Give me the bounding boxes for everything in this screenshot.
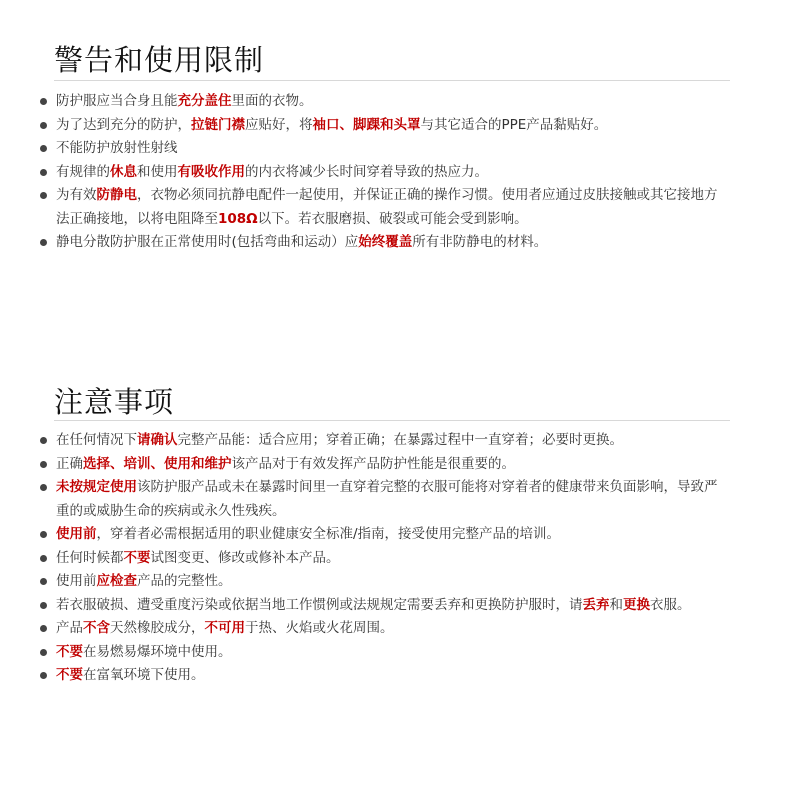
warnings-title: 警告和使用限制 <box>54 43 265 77</box>
text-segment: 正确 <box>56 455 83 472</box>
text-segment: 产品的完整性。 <box>137 573 232 589</box>
list-item <box>36 547 726 571</box>
highlighted-text: 休息 <box>110 163 137 180</box>
precautions-title-divider <box>54 420 730 421</box>
highlighted-text: 不含 <box>83 620 110 636</box>
text-segment: 试图变更、修改或修补本产品。 <box>150 549 340 566</box>
text-segment: 应贴好，将 <box>245 116 313 133</box>
text-segment: ，穿着者必需根据适用的职业健康安全标准/指南，接受使用完整产品的培训。 <box>96 526 561 542</box>
list-item <box>36 617 726 641</box>
text-segment: 为有效 <box>56 187 97 203</box>
precautions-list <box>36 429 726 688</box>
list-item <box>36 453 726 477</box>
bullet-icon <box>40 122 47 129</box>
precautions-title: 注意事项 <box>54 385 175 419</box>
text-segment: 为了达到充分的防护， <box>56 116 191 133</box>
text-segment: 有规律的 <box>56 163 110 180</box>
highlighted-text: 108Ω <box>218 210 258 227</box>
bullet-icon <box>40 602 47 609</box>
highlighted-text: 未按规定使用 <box>56 479 137 495</box>
list-item <box>36 137 726 161</box>
list-item <box>36 90 726 114</box>
list-item <box>36 641 726 665</box>
highlighted-text: 丢弃 <box>582 596 610 613</box>
text-segment: 里面的衣物。 <box>231 93 313 109</box>
text-segment: 在富氧环境下使用。 <box>83 667 205 683</box>
text-segment: 使用前 <box>56 573 97 589</box>
list-item <box>36 523 726 547</box>
bullet-icon <box>40 531 47 538</box>
highlighted-text: 请确认 <box>137 432 178 448</box>
bullet-icon <box>40 437 47 444</box>
highlighted-text: 不可用 <box>204 620 245 636</box>
bullet-icon <box>40 625 47 632</box>
text-segment: 衣服。 <box>650 596 691 613</box>
bullet-icon <box>40 484 47 491</box>
list-item <box>36 114 726 138</box>
bullet-icon <box>40 192 47 199</box>
bullet-icon <box>40 649 47 656</box>
text-segment: 防护服应当合身且能 <box>56 93 178 109</box>
highlighted-text: 防静电 <box>96 187 137 203</box>
text-segment: 产品 <box>56 620 83 636</box>
text-segment: 与其它适合的PPE产品黏贴好。 <box>420 116 608 133</box>
highlighted-text: 不要 <box>123 549 151 566</box>
text-segment: 该防护服产品或未在暴露时间里一直穿着完整的衣服可能将对穿着者的健康带来负面影响，导致严重的或威胁生命的疾病或永久性残疾。 <box>56 479 718 519</box>
highlighted-text: 有吸收作用 <box>177 163 245 180</box>
bullet-icon <box>40 169 47 176</box>
text-segment: 任何时候都 <box>56 549 124 566</box>
text-segment: 以下。若衣服磨损、破裂或可能会受到影响。 <box>257 210 528 227</box>
text-segment: 在易燃易爆环境中使用。 <box>83 643 232 660</box>
highlighted-text: 更换 <box>623 596 650 613</box>
text-segment: 完整产品能：适合应用；穿着正确；在暴露过程中一直穿着；必要时更换。 <box>177 432 623 448</box>
text-segment: 天然橡胶成分， <box>110 620 205 636</box>
text-segment: 不能防护放射性射线 <box>56 140 178 156</box>
bullet-icon <box>40 98 47 105</box>
text-segment: ，衣物必须同抗静电配件一起使用，并保证正确的操作习惯。使用者应通过皮肤接触或其它接地方法正确接地，以将电阻降至 <box>56 187 718 227</box>
warnings-list <box>36 90 726 255</box>
bullet-icon <box>40 239 47 246</box>
list-item <box>36 664 726 688</box>
highlighted-text: 选择、培训、使用和维护 <box>83 455 232 472</box>
list-item <box>36 476 726 523</box>
text-segment: 该产品对于有效发挥产品防护性能是很重要的。 <box>231 455 515 472</box>
bullet-icon <box>40 145 47 152</box>
text-segment: 于热、火焰或火花周围。 <box>245 620 394 636</box>
list-item <box>36 161 726 185</box>
text-segment: 的内衣将减少长时间穿着导致的热应力。 <box>245 163 488 180</box>
highlighted-text: 袖口、脚踝和头罩 <box>312 116 421 133</box>
text-segment: 静电分散防护服在正常使用时(包括弯曲和运动）应 <box>56 234 359 250</box>
highlighted-text: 始终覆盖 <box>358 234 413 250</box>
text-segment: 和 <box>609 596 623 613</box>
highlighted-text: 不要 <box>56 667 83 683</box>
text-segment: 若衣服破损、遭受重度污染或依据当地工作惯例或法规规定需要丢弃和更换防护服时，请 <box>56 596 583 613</box>
highlighted-text: 使用前 <box>56 526 97 542</box>
bullet-icon <box>40 578 47 585</box>
text-segment: 所有非防静电的材料。 <box>412 234 548 250</box>
text-segment: 在任何情况下 <box>56 432 137 448</box>
list-item <box>36 594 726 618</box>
text-segment: 和使用 <box>137 163 178 180</box>
highlighted-text: 不要 <box>56 643 83 660</box>
list-item <box>36 184 726 231</box>
bullet-icon <box>40 672 47 679</box>
list-item <box>36 570 726 594</box>
list-item <box>36 231 726 255</box>
highlighted-text: 充分盖住 <box>177 93 232 109</box>
highlighted-text: 拉链门襟 <box>191 116 245 133</box>
warnings-title-divider <box>54 80 730 81</box>
highlighted-text: 应检查 <box>96 573 137 589</box>
bullet-icon <box>40 461 47 468</box>
list-item <box>36 429 726 453</box>
bullet-icon <box>40 555 47 562</box>
